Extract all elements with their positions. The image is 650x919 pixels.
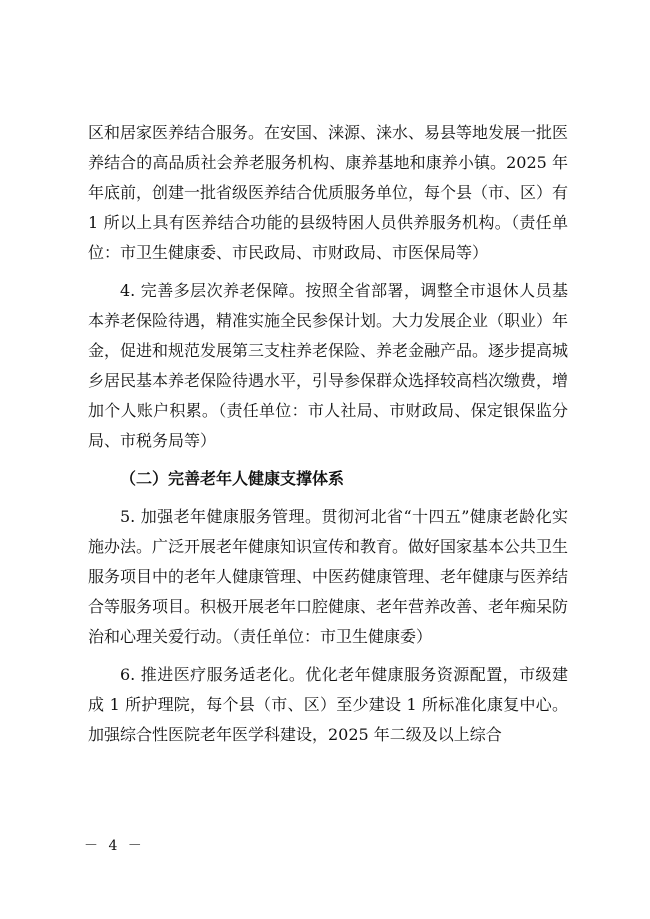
section-heading-2: （二）完善老年人健康支撑体系	[120, 469, 345, 488]
paragraph-4-pension: 4. 完善多层次养老保障。按照全省部署，调整全市退休人员基本养老保险待遇，精准实施全民参保计划。大力发展企业（职业）年金，促进和规范发展第三支柱养老保险、养老金融产品。逐步提高城乡居民基本养老保险待遇水平，引导参保群众选择较高档次缴费，增加个人账户积累。（责任单位：市人社局、市财政局、保定银保监分局、市税务局等）	[88, 281, 569, 450]
document-body	[88, 118, 568, 758]
paragraph-continuation: 区和居家医养结合服务。在安国、涞源、涞水、易县等地发展一批医养结合的高品质社会养老服务机构、康养基地和康养小镇。2025 年年底前，创建一批省级医养结合优质服务单位，每个县（市、区）有 1 所以上具有医养结合功能的县级特困人员供养服务机构。（责任单位：市卫生健康委、市民政局、市财政局、市医保局等）	[88, 123, 569, 262]
page-number: － 4 －	[84, 838, 145, 854]
paragraph-5-health-management: 5. 加强老年健康服务管理。贯彻河北省“十四五”健康老龄化实施办法。广泛开展老年健康知识宣传和教育。做好国家基本公共卫生服务项目中的老年人健康管理、中医药健康管理、老年健康与医养结合等服务项目。积极开展老年口腔健康、老年营养改善、老年痴呆防治和心理关爱行动。（责任单位：市卫生健康委）	[88, 507, 569, 646]
paragraph-6-medical-services: 6. 推进医疗服务适老化。优化老年健康服务资源配置，市级建成 1 所护理院，每个县（市、区）至少建设 1 所标准化康复中心。加强综合性医院老年医学科建设，2025 年二级及以上综合	[88, 665, 568, 744]
